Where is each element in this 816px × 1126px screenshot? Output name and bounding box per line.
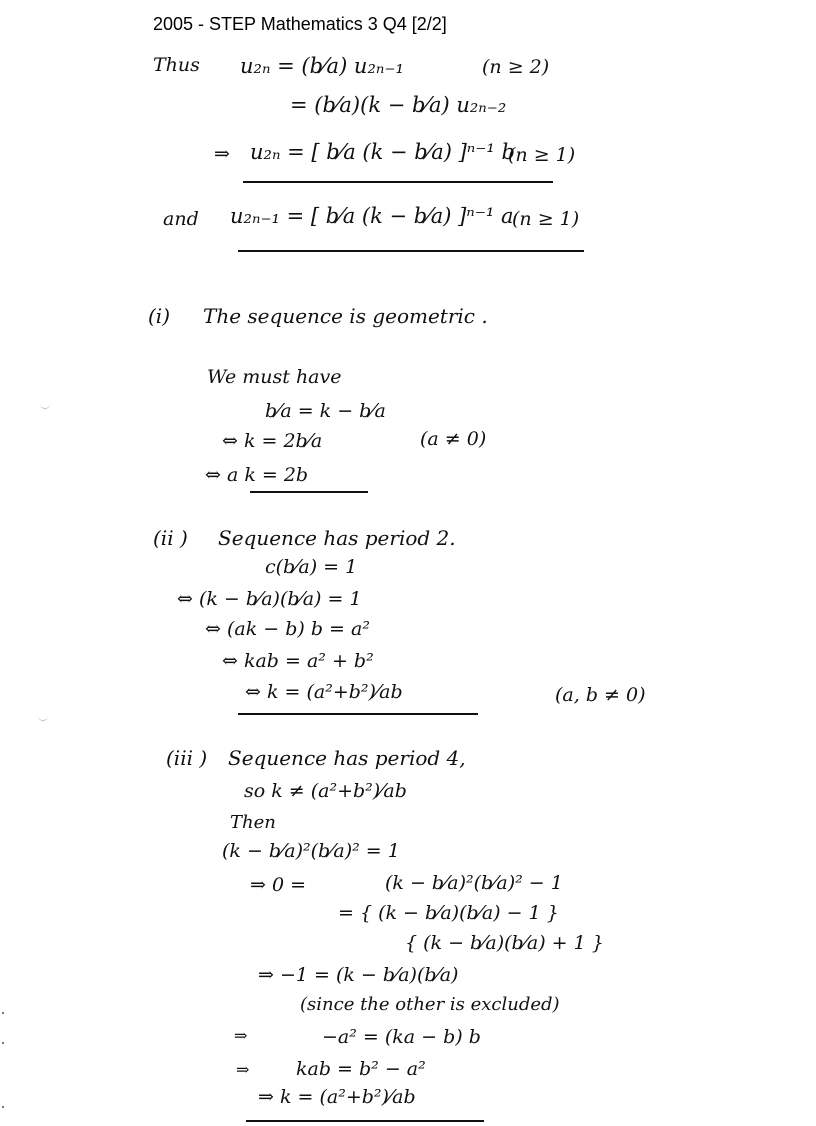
underline xyxy=(243,181,553,183)
equation-factor-2: { (k − b⁄a)(b⁄a) + 1 } xyxy=(405,932,604,954)
note-other-excluded: (since the other is excluded) xyxy=(300,994,560,1015)
equation-kab: ⇔ kab = a² + b² xyxy=(222,650,374,672)
result-ak-equals-2b: ⇔ a k = 2b xyxy=(205,464,309,486)
equation-factor-start: (k − b⁄a)²(b⁄a)² − 1 xyxy=(385,872,563,894)
equation-u2n-expanded: = (b⁄a)(k − b⁄a) u₂ₙ₋₂ xyxy=(290,93,507,117)
scan-mark xyxy=(40,400,50,409)
scan-dot xyxy=(2,1042,4,1044)
part-i-statement: The sequence is geometric . xyxy=(203,304,488,328)
equation-u2n-minus-1-closed-form: u₂ₙ₋₁ = [ b⁄a (k − b⁄a) ]ⁿ⁻¹ a xyxy=(230,204,514,228)
equation-u2n: u₂ₙ = (b⁄a) u₂ₙ₋₁ xyxy=(240,54,404,78)
k-not-equal: so k ≠ (a²+b²)⁄ab xyxy=(244,780,407,802)
scan-dot xyxy=(2,1012,4,1014)
we-must-have: We must have xyxy=(207,366,342,388)
scan-dot xyxy=(2,1106,4,1108)
implies-arrow: ⇒ xyxy=(234,1026,248,1045)
underline xyxy=(238,250,584,252)
equation-c: c(b⁄a) = 1 xyxy=(265,556,358,578)
underline xyxy=(250,491,368,493)
page-title: 2005 - STEP Mathematics 3 Q4 [2/2] xyxy=(153,14,447,34)
equation-period-2: ⇔ (k − b⁄a)(b⁄a) = 1 xyxy=(177,588,362,610)
equation-period-4: (k − b⁄a)²(b⁄a)² = 1 xyxy=(222,840,400,862)
part-ii-statement: Sequence has period 2. xyxy=(218,526,456,550)
condition-n-ge-2: (n ≥ 2) xyxy=(482,56,550,78)
implies-arrow: ⇒ xyxy=(236,1060,250,1079)
implies-arrow: ⇒ xyxy=(214,143,230,165)
equation-ak-minus-b: ⇔ (ak − b) b = a² xyxy=(205,618,370,640)
equation-k: ⇔ k = 2b⁄a xyxy=(222,430,323,452)
condition-a-b-nonzero: (a, b ≠ 0) xyxy=(555,684,646,706)
result-k-period-2: ⇔ k = (a²+b²)⁄ab xyxy=(245,681,403,703)
condition-a-nonzero: (a ≠ 0) xyxy=(420,428,487,450)
condition-n-ge-1: (n ≥ 1) xyxy=(508,144,576,166)
equation-kab-final: kab = b² − a² xyxy=(296,1058,426,1080)
part-iii-label: (iii ) xyxy=(166,746,208,770)
word-then: Then xyxy=(230,812,276,833)
equation-minus-one: ⇒ −1 = (k − b⁄a)(b⁄a) xyxy=(258,964,459,986)
word-and: and xyxy=(163,208,199,230)
equation-factor-1: = { (k − b⁄a)(b⁄a) − 1 } xyxy=(338,902,559,924)
word-thus: Thus xyxy=(153,54,200,76)
part-i-label: (i) xyxy=(148,304,171,328)
equation-u2n-closed-form: u₂ₙ = [ b⁄a (k − b⁄a) ]ⁿ⁻¹ b xyxy=(250,140,515,164)
implies-zero: ⇒ 0 = xyxy=(250,874,307,896)
part-iii-statement: Sequence has period 4, xyxy=(228,746,466,770)
equation-ratio: b⁄a = k − b⁄a xyxy=(265,400,386,422)
condition-n-ge-1: (n ≥ 1) xyxy=(512,208,580,230)
equation-minus-a-squared: −a² = (ka − b) b xyxy=(322,1026,481,1048)
underline xyxy=(246,1120,484,1122)
result-k-period-4: ⇒ k = (a²+b²)⁄ab xyxy=(258,1086,416,1108)
scan-mark xyxy=(38,712,48,721)
part-ii-label: (ii ) xyxy=(153,526,188,550)
underline xyxy=(238,713,478,715)
